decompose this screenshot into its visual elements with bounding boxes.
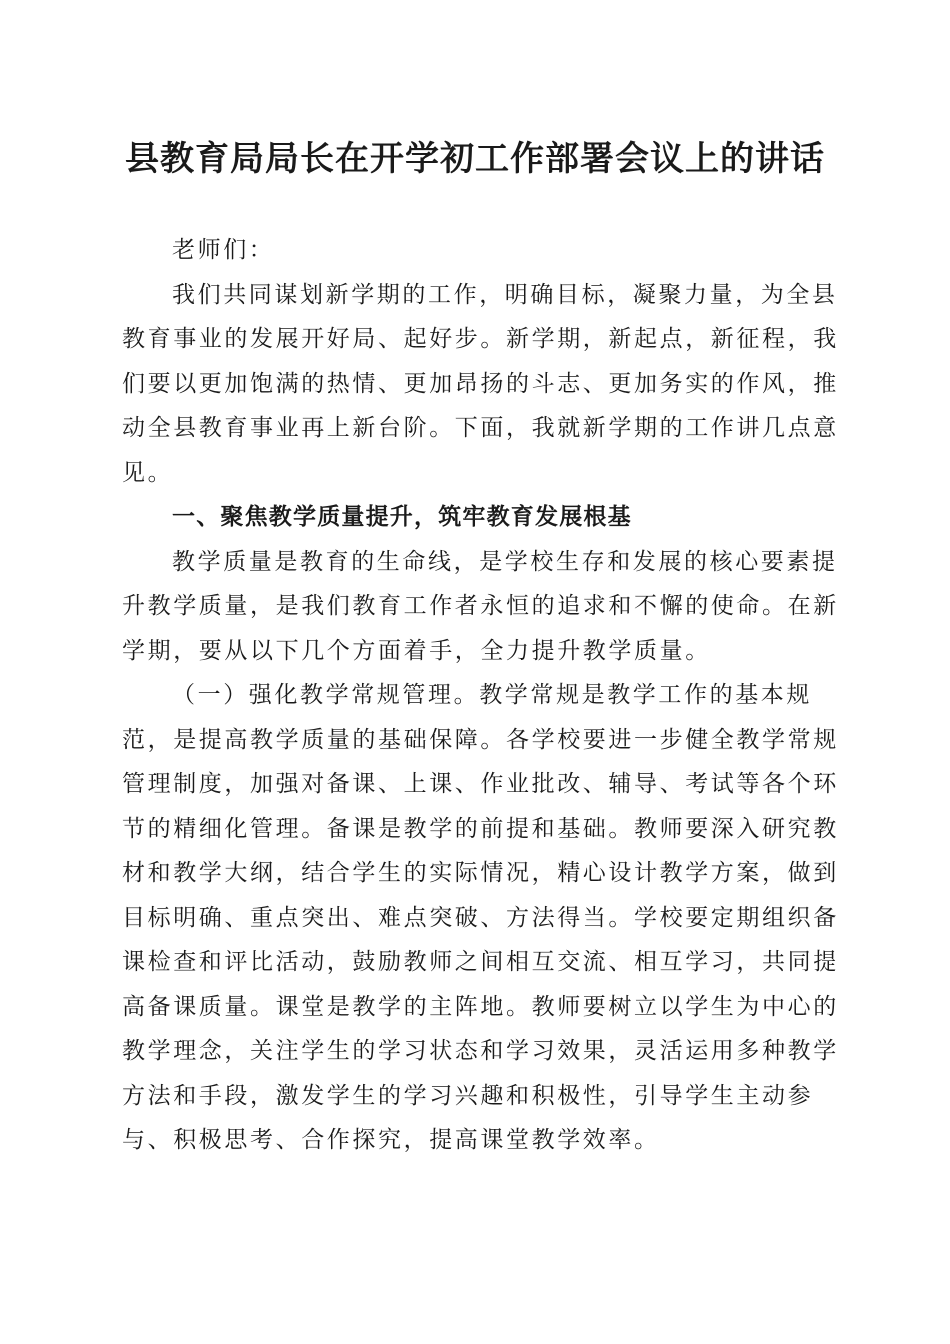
document-title: 县教育局局长在开学初工作部署会议上的讲话	[125, 139, 825, 179]
subsection-paragraph	[122, 673, 842, 1163]
document-body	[122, 228, 842, 1163]
salutation: 老师们：	[172, 237, 275, 263]
intro-paragraph: 我们共同谋划新学期的工作，明确目标，凝聚力量，为全县教育事业的发展开好局、起好步。新学期，新起点，新征程，我们要以更加饱满的热情、更加昂扬的斗志、更加务实的作风，推动全县教育事业再上新台阶。下面，我就新学期的工作讲几点意见。	[122, 281, 839, 486]
section-paragraph: 教学质量是教育的生命线，是学校生存和发展的核心要素提升教学质量，是我们教育工作者永恒的追求和不懈的使命。在新学期，要从以下几个方面着手，全力提升教学质量。	[122, 548, 839, 664]
subsection-heading: （一）强化教学常规管理。	[172, 682, 480, 708]
section-heading: 一、聚焦教学质量提升，筑牢教育发展根基	[172, 504, 632, 530]
subsection-text: 教学常规是教学工作的基本规范，是提高教学质量的基础保障。各学校要进一步健全教学常规管理制度，加强对备课、上课、作业批改、辅导、考试等各个环节的精细化管理。备课是教学的前提和基础。教师要深入研究教材和教学大纲，结合学生的实际情况，精心设计教学方案，做到目标明确、重点突出、难点突破、方法得当。学校要定期组织备课检查和评比活动，鼓励教师之间相互交流、相互学习，共同提高备课质量。课堂是教学的主阵地。教师要树立以学生为中心的教学理念，关注学生的学习状态和学习效果，灵活运用多种教学方法和手段，激发学生的学习兴趣和积极性，引导学生主动参与、积极思考、合作探究，提高课堂教学效率。	[122, 682, 839, 1153]
